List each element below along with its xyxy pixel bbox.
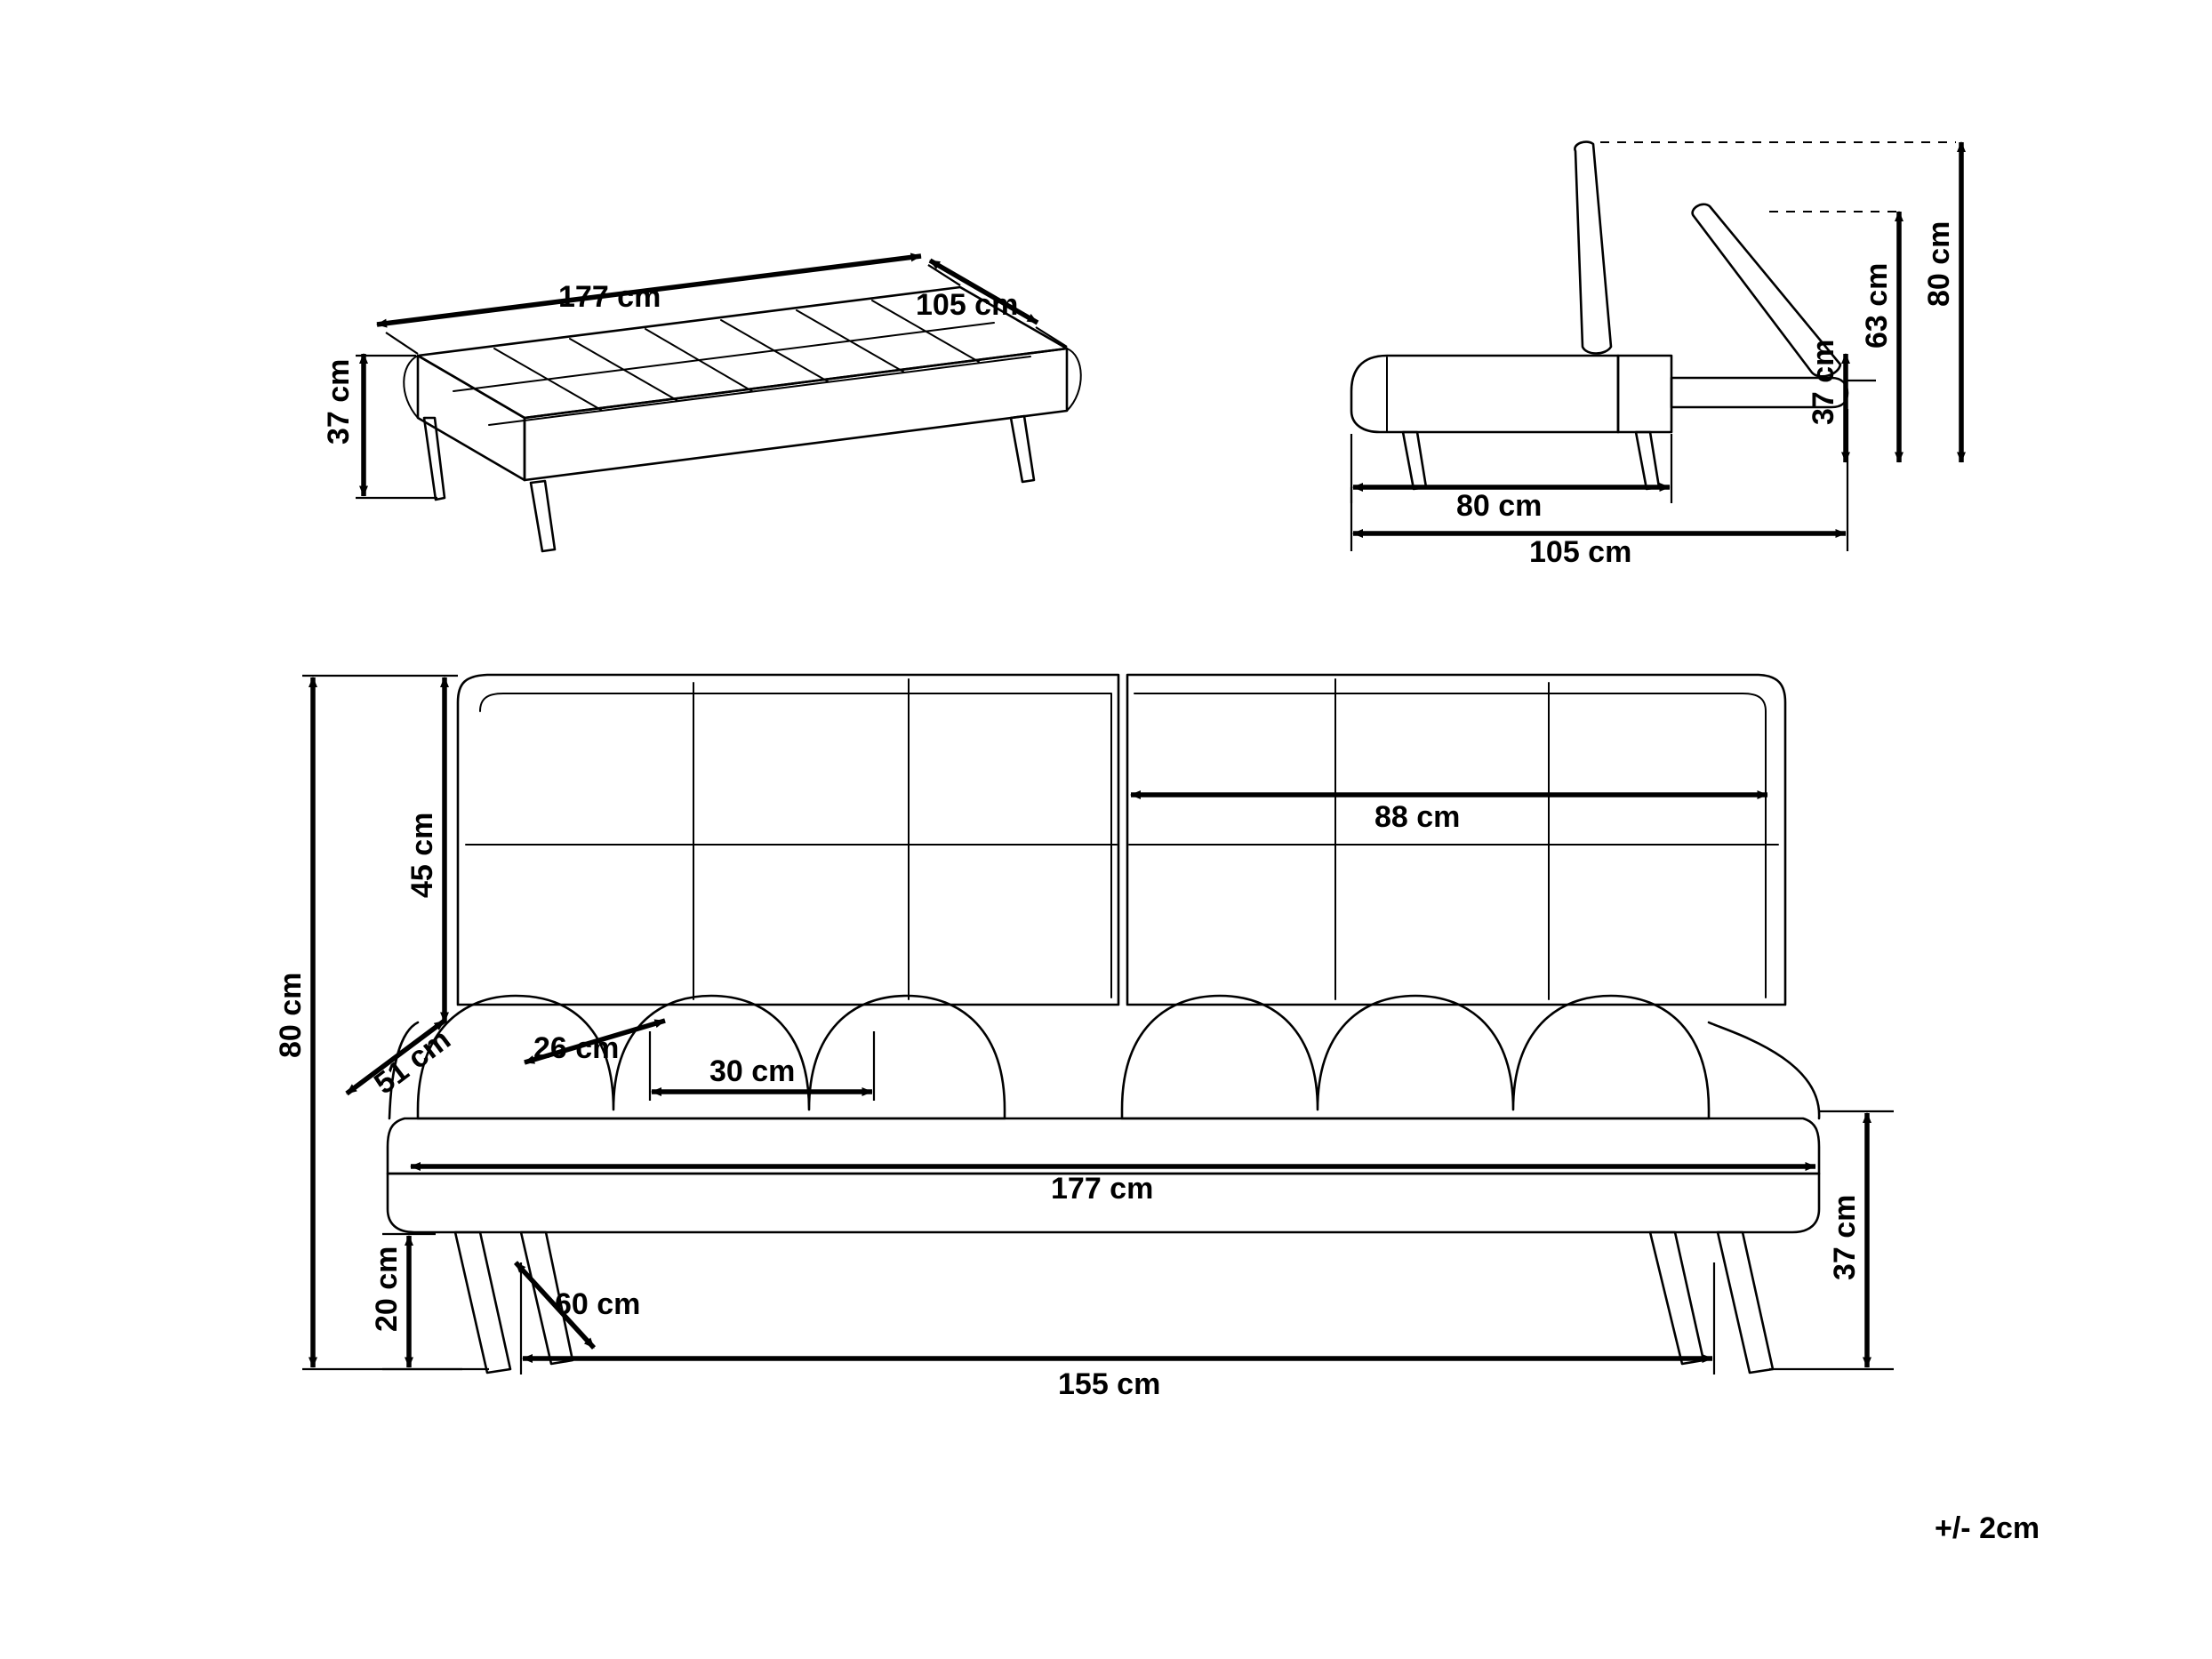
dim-label-45-backrest: 45 cm <box>405 812 439 898</box>
dim-label-88-seat: 88 cm <box>1374 800 1461 834</box>
view-side-profile <box>1351 142 1961 569</box>
dim-label-80-side-height: 80 cm <box>1922 220 1956 307</box>
dim-label-80-front-height: 80 cm <box>274 972 308 1058</box>
dim-label-105-side: 105 cm <box>1529 535 1632 569</box>
dim-label-63-side: 63 cm <box>1860 262 1894 349</box>
dim-label-60-leg: 60 cm <box>555 1287 641 1321</box>
dim-label-177-top: 177 cm <box>558 280 661 314</box>
dim-label-37-top: 37 cm <box>322 358 356 445</box>
dim-label-105-top: 105 cm <box>916 288 1019 322</box>
dim-label-37-side: 37 cm <box>1807 339 1840 425</box>
dim-label-37-front: 37 cm <box>1828 1194 1862 1280</box>
view-front-elevation <box>274 675 1894 1401</box>
dim-label-30-cushion: 30 cm <box>709 1054 796 1088</box>
dim-label-80-side-depth: 80 cm <box>1456 489 1543 523</box>
dim-label-155-legs: 155 cm <box>1058 1367 1161 1401</box>
dim-label-51-depth: 51 cm <box>367 1022 457 1102</box>
dim-label-26-cushion: 26 cm <box>533 1031 620 1065</box>
view-flat-bed <box>322 256 1081 551</box>
dim-label-177-front: 177 cm <box>1051 1172 1154 1206</box>
dim-label-20-leg: 20 cm <box>370 1246 404 1332</box>
tolerance-note: +/- 2cm <box>1935 1511 2040 1545</box>
